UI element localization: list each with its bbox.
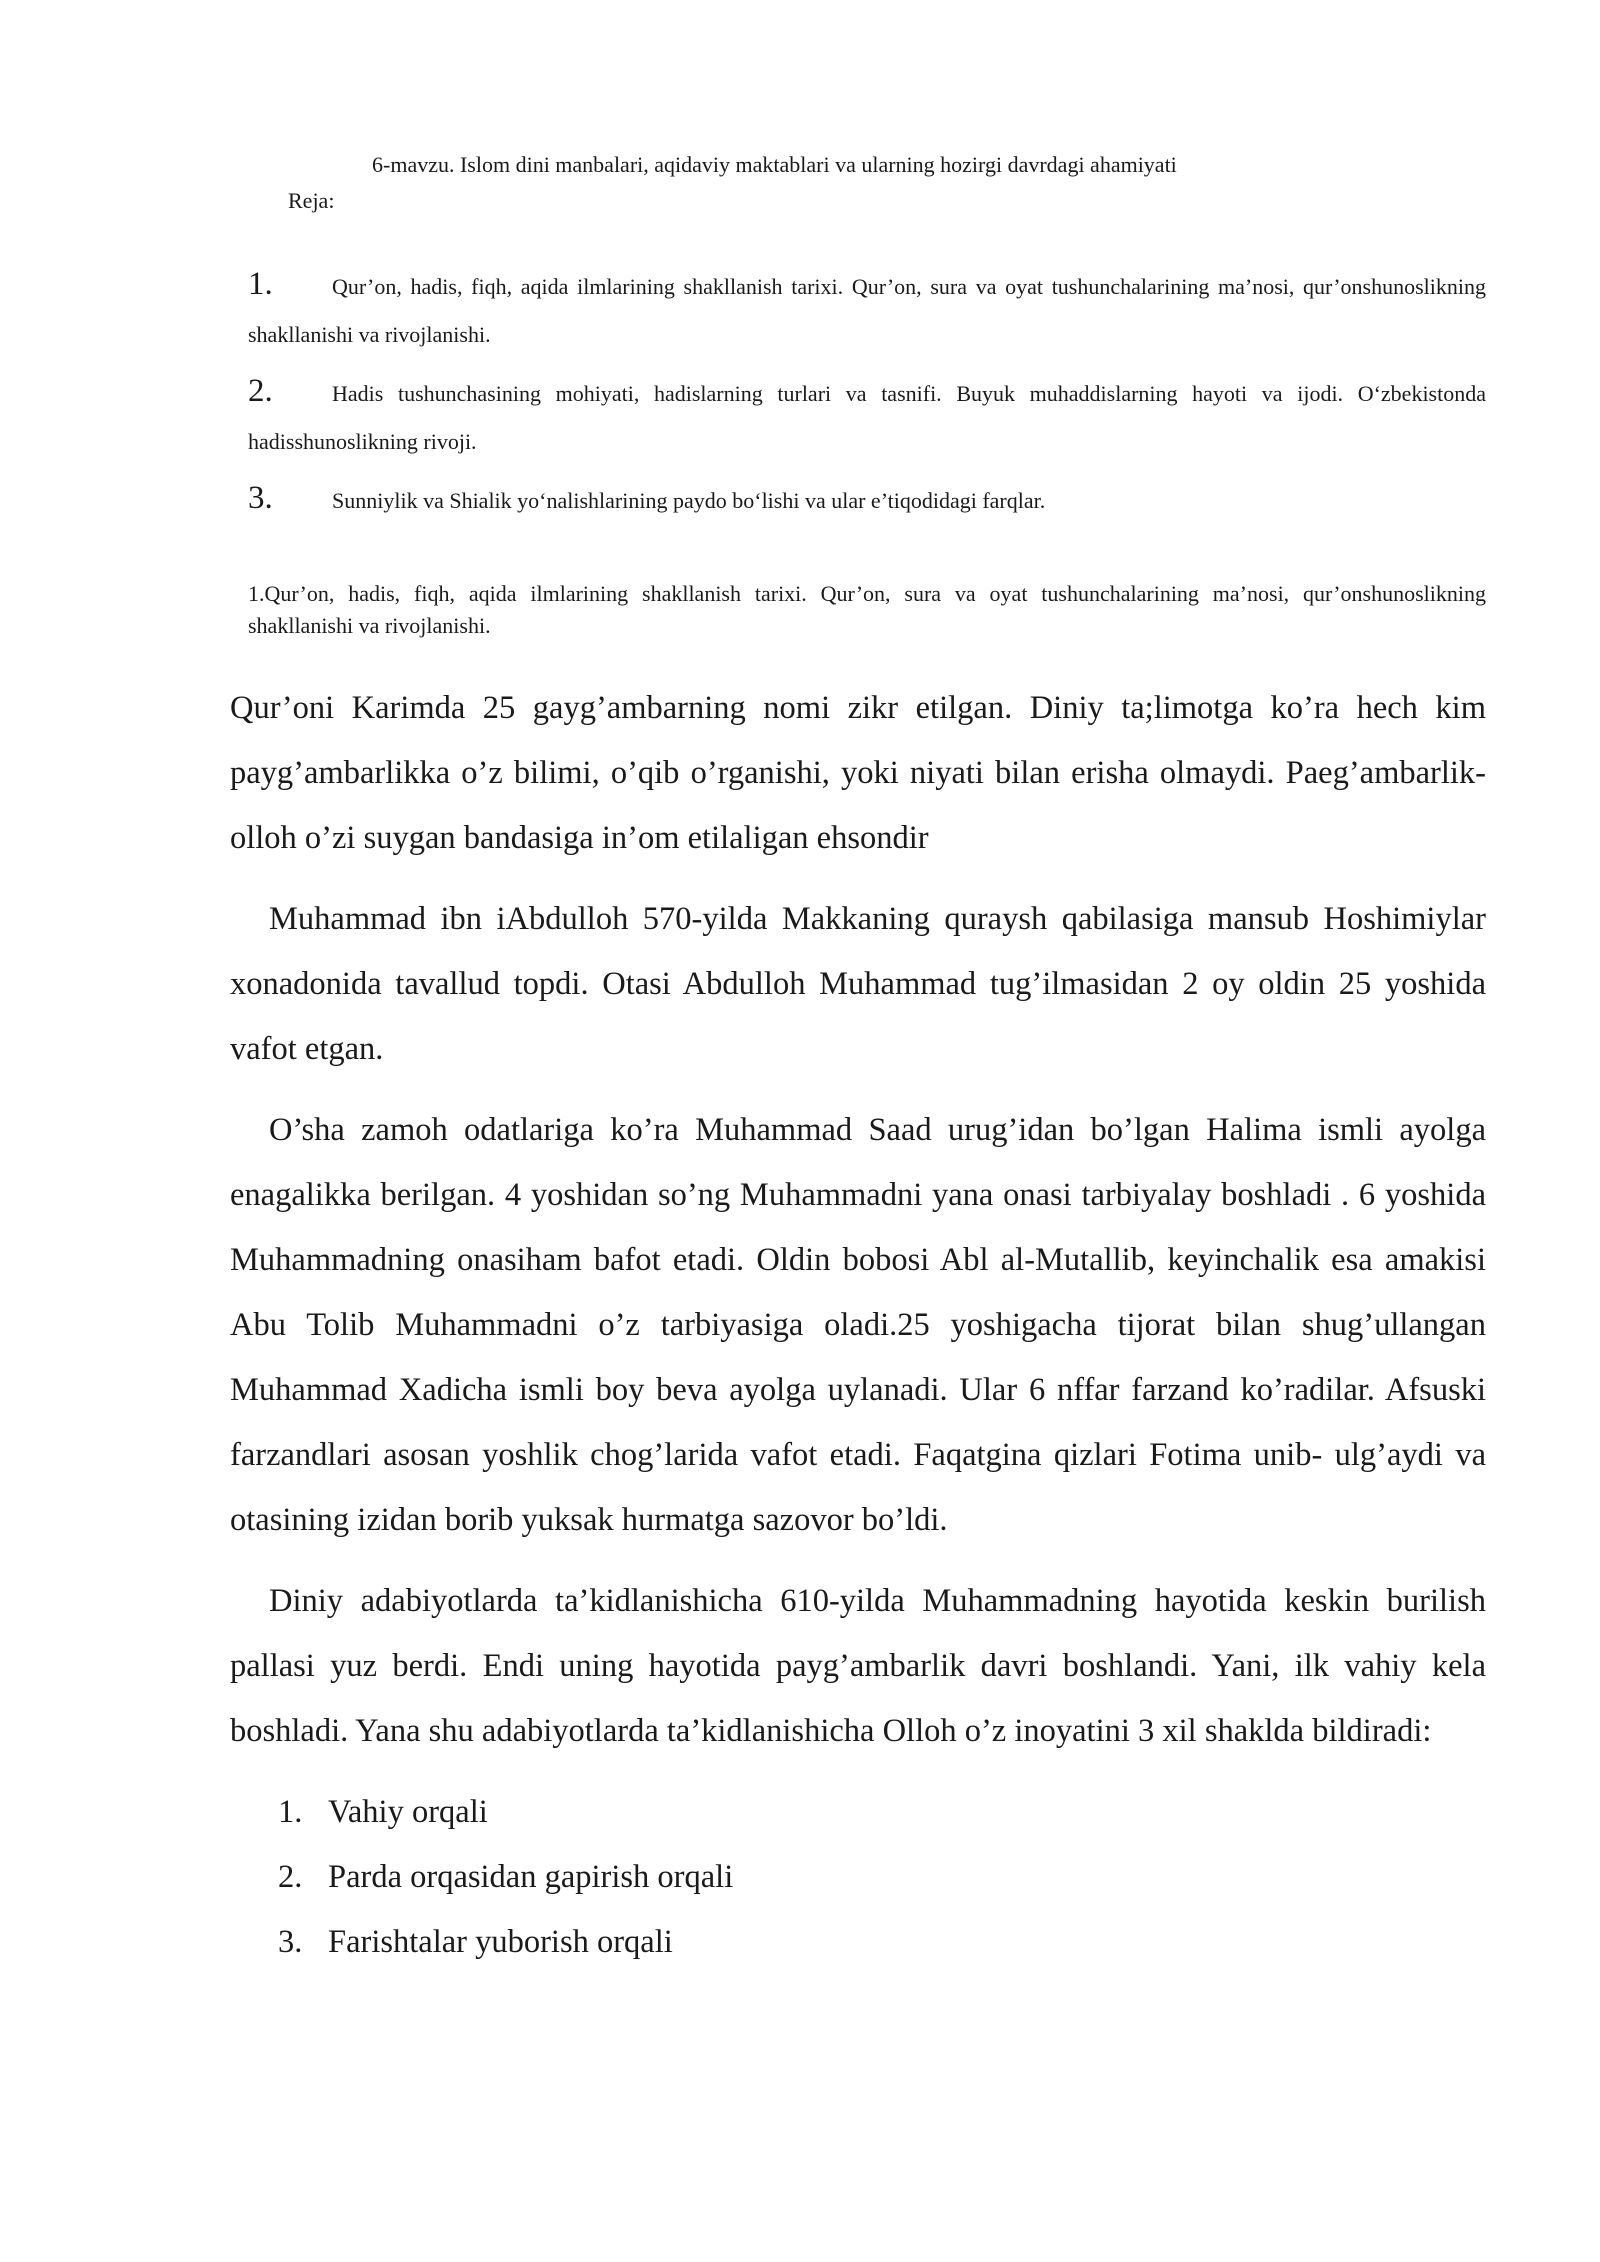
- plan-item: [248, 474, 1486, 525]
- plan-list: [248, 260, 1486, 533]
- list-item: [230, 1780, 1486, 1845]
- plan-item: [248, 367, 1486, 466]
- section-title: 1.Qur’on, hadis, fiqh, aqida ilmlarining shakllanish tarixi. Qur’on, sura va oyat tushunchalarining ma’nosi, qur’onshunoslikning shakllanishi va rivojlanishi.: [248, 581, 1486, 638]
- list-item: [230, 1845, 1486, 1910]
- list-item: [230, 1910, 1486, 1975]
- plan-label: Reja:: [288, 188, 335, 213]
- plan-item: [248, 260, 1486, 359]
- plan-item-text: Sunniylik va Shialik yo‘nalishlarining paydo bo‘lishi va ular e’tiqodidagi farqlar.: [332, 488, 1046, 513]
- plan-item-number: 2.: [248, 373, 273, 409]
- plan-item-number: 1.: [248, 266, 273, 302]
- numbered-list: [230, 1780, 1486, 1975]
- plan-item-text: Hadis tushunchasining mohiyati, hadislarning turlari va tasnifi. Buyuk muhaddislarning hayoti va ijodi. O‘zbekistonda hadisshunoslikning rivoji.: [248, 381, 1486, 454]
- document-title: 6-mavzu. Islom dini manbalari, aqidaviy maktablari va ularning hozirgi davrdagi ahamiyati: [372, 152, 1177, 177]
- paragraph: Diniy adabiyotlarda ta’kidlanishicha 610-yilda Muhammadning hayotida keskin burilish pallasi yuz berdi. Endi uning hayotida payg’ambarlik davri boshlandi. Yani, ilk vahiy kela boshladi. Yana shu adabiyotlarda ta’kidlanishicha Olloh o’z inoyatini 3 xil shaklda bildiradi:: [230, 1583, 1486, 1749]
- list-item-text: Vahiy orqali: [328, 1794, 488, 1830]
- list-item-text: Farishtalar yuborish orqali: [328, 1924, 673, 1960]
- paragraph: Qur’oni Karimda 25 gayg’ambarning nomi zikr etilgan. Diniy ta;limotga ko’ra hech kim payg’ambarlikka o’z bilimi, o’qib o’rganishi, yoki niyati bilan erisha olmaydi. Paeg’ambarlik- olloh o’zi suygan bandasiga in’om etilaligan ehsondir: [230, 690, 1486, 856]
- plan-item-text: Qur’on, hadis, fiqh, aqida ilmlarining shakllanish tarixi. Qur’on, sura va oyat tushunchalarining ma’nosi, qur’onshunoslikning shakllanishi va rivojlanishi.: [248, 274, 1486, 347]
- paragraph: O’sha zamoh odatlariga ko’ra Muhammad Saad urug’idan bo’lgan Halima ismli ayolga enagalikka berilgan. 4 yoshidan so’ng Muhammadni yana onasi tarbiyalay boshladi . 6 yoshida Muhammadning onasiham bafot etadi. Oldin bobosi Abl al-Mutallib, keyinchalik esa amakisi Abu Tolib Muhammadni o’z tarbiyasiga oladi.25 yoshigacha tijorat bilan shug’ullangan Muhammad Xadicha ismli boy beva ayolga uylanadi. Ular 6 nffar farzand ko’radilar. Afsuski farzandlari asosan yoshlik chog’larida vafot etadi. Faqatgina qizlari Fotima unib- ulg’aydi va otasining izidan borib yuksak hurmatga sazovor bo’ldi.: [230, 1112, 1486, 1538]
- list-item-text: Parda orqasidan gapirish orqali: [328, 1859, 734, 1895]
- plan-item-number: 3.: [248, 480, 273, 516]
- paragraph: Muhammad ibn iAbdulloh 570-yilda Makkaning quraysh qabilasiga mansub Hoshimiylar xonadonida tavallud topdi. Otasi Abdulloh Muhammad tug’ilmasidan 2 oy oldin 25 yoshida vafot etgan.: [230, 901, 1486, 1067]
- list-item-number: 3.: [278, 1924, 303, 1960]
- body-text: [230, 676, 1486, 1975]
- list-item-number: 1.: [278, 1794, 303, 1830]
- list-item-number: 2.: [278, 1859, 303, 1895]
